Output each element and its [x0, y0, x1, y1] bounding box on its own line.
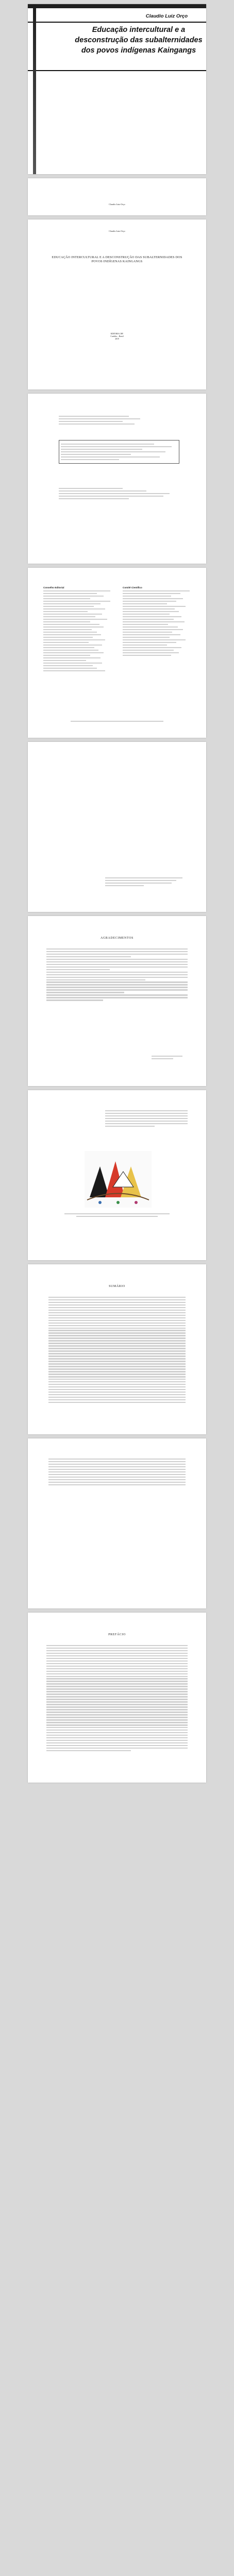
scientific-committee: [123, 586, 190, 657]
kaingang-illustration: [85, 1151, 152, 1208]
acknowledgments-signature: [152, 1054, 182, 1061]
copyright-page: [28, 394, 206, 564]
half-title-page: [28, 178, 206, 215]
publisher-city: Curitiba – Brasil: [110, 335, 124, 337]
cover-title: Educação intercultural e a desconstrução das subalternidades dos povos indígenas Kaingangs: [75, 26, 203, 55]
title-page-title: EDUCAÇÃO INTERCULTURAL E A DESCONSTRUÇÃO DAS SUBALTERNIDADES DOS POVOS INDÍGENAS KAINGANGS: [52, 256, 182, 263]
acknowledgments-body: [46, 947, 188, 1002]
councils-page: [28, 568, 206, 738]
cover-top-band: [28, 4, 206, 8]
legal-notice: [59, 486, 175, 501]
editorial-council: [43, 586, 110, 673]
summary-heading: SUMÁRIO: [109, 1285, 125, 1288]
acknowledgments-heading: AGRADECIMENTOS: [101, 937, 133, 940]
summary-list: [48, 1295, 186, 1404]
cover-page: [28, 4, 206, 174]
publisher-year: 2019: [115, 338, 119, 340]
half-title-author: Claudio Luiz Orço: [109, 203, 125, 206]
cover-rule-top: [28, 22, 206, 23]
illustration-caption: [59, 1212, 175, 1218]
publisher-name: EDITORA CRV: [110, 333, 124, 335]
summary-continued-page: [28, 1438, 206, 1608]
epigraph-text: [105, 1109, 188, 1128]
epigraph-page: [28, 1090, 206, 1260]
cover-rule-bottom: [28, 70, 206, 71]
copyright-block: [59, 414, 175, 426]
catalog-card: [59, 440, 179, 464]
acknowledgments-page: [28, 916, 206, 1086]
title-page-author: Claudio Luiz Orço: [109, 230, 125, 232]
preface-body: [46, 1643, 188, 1753]
title-page-publisher: [28, 333, 206, 341]
dedication-text: [105, 876, 182, 888]
summary-list-continued: [48, 1457, 186, 1487]
cover-side-strip: [33, 4, 36, 174]
editorial-council-heading: Conselho Editorial: [43, 586, 64, 589]
summary-page: [28, 1264, 206, 1434]
preface-heading: PREFÁCIO: [108, 1633, 126, 1636]
title-page: [28, 219, 206, 389]
preface-page: [28, 1613, 206, 1783]
cover-author: Claudio Luiz Orço: [145, 13, 188, 19]
dedication-page: [28, 742, 206, 912]
scientific-committee-heading: Comitê Científico: [123, 586, 142, 589]
council-footer-note: [59, 719, 175, 723]
